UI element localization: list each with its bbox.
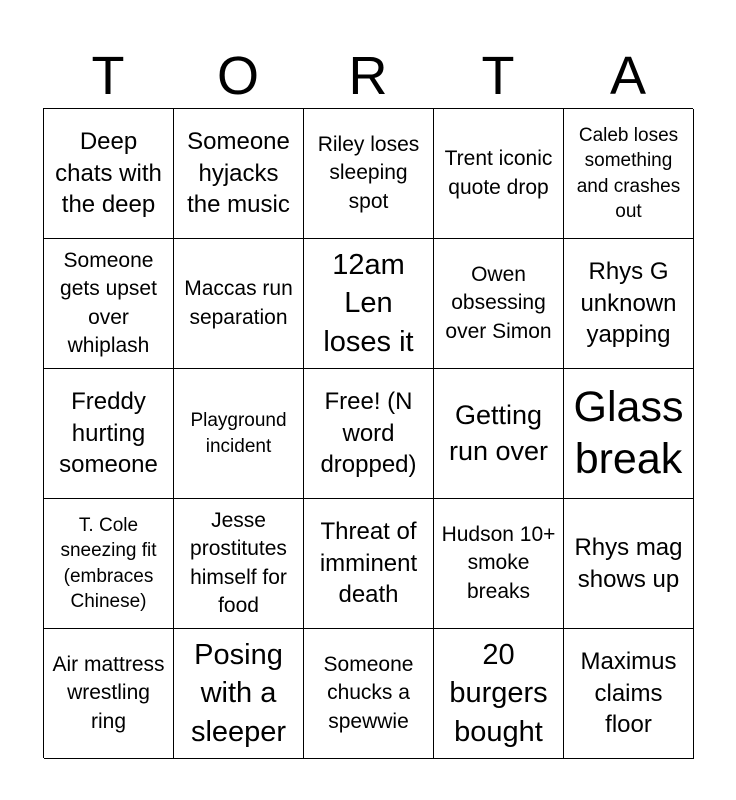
cell-text: Getting run over [448,400,549,466]
bingo-cell[interactable] [304,369,434,499]
bingo-cell[interactable] [44,109,174,239]
bingo-cell[interactable] [44,369,174,499]
bingo-cell[interactable] [304,629,434,759]
bingo-cell[interactable] [174,369,304,499]
cell-text: Someone chucks a spewwie [323,652,414,733]
cell-text: Someone gets upset over whiplash [60,248,157,357]
bingo-cell[interactable] [434,499,564,629]
cell-text: Maccas run separation [184,277,293,329]
bingo-cell[interactable] [564,629,694,759]
cell-text: Riley loses sleeping spot [317,132,420,213]
cell-text: Threat of imminent death [319,517,418,609]
cell-text: Posing with a sleeper [190,638,287,748]
cell-text: 20 burgers bought [449,638,548,748]
cell-text: Rhys G unknown yapping [580,257,677,349]
bingo-cell[interactable] [304,109,434,239]
cell-text: Glass break [573,382,684,483]
bingo-board [43,108,693,758]
bingo-cell[interactable] [304,239,434,369]
bingo-cell[interactable] [174,109,304,239]
bingo-cell[interactable] [174,239,304,369]
cell-text: Rhys mag shows up [574,533,683,593]
bingo-cell[interactable] [174,629,304,759]
bingo-cell[interactable] [44,239,174,369]
cell-text: Someone hyjacks the music [187,127,290,219]
cell-text: Deep chats with the deep [55,127,162,219]
cell-text: Trent iconic quote drop [444,147,553,199]
cell-text: Hudson 10+ smoke breaks [441,522,556,603]
bingo-cell[interactable] [564,239,694,369]
bingo-cell[interactable] [564,109,694,239]
bingo-cell[interactable] [434,369,564,499]
bingo-header [43,44,693,108]
bingo-cell[interactable] [564,499,694,629]
header-letter-4: T [481,46,515,106]
bingo-cell[interactable] [174,499,304,629]
cell-text: T. Cole sneezing fit (embraces Chinese) [60,514,157,612]
bingo-cell[interactable] [44,629,174,759]
bingo-cell[interactable] [434,239,564,369]
header-letter-3: R [348,46,388,106]
bingo-cell[interactable] [434,629,564,759]
cell-text: Owen obsessing over Simon [445,262,552,343]
header-letter-5: A [609,46,647,106]
header-letter-1: T [91,46,125,106]
bingo-cell[interactable] [434,109,564,239]
cell-text: 12am Len loses it [323,248,414,358]
bingo-cell[interactable] [564,369,694,499]
cell-text: Caleb loses something and crashes out [576,124,681,222]
bingo-cell[interactable] [304,499,434,629]
cell-text: Maximus claims floor [580,647,677,739]
cell-text: Air mattress wrestling ring [52,652,165,733]
bingo-cell[interactable] [44,499,174,629]
cell-text: Free! (N word dropped) [320,387,417,479]
cell-text: Jesse prostitutes himself for food [190,508,287,617]
cell-text: Freddy hurting someone [59,387,158,479]
cell-text: Playground incident [190,410,287,457]
header-letter-2: O [216,46,259,106]
